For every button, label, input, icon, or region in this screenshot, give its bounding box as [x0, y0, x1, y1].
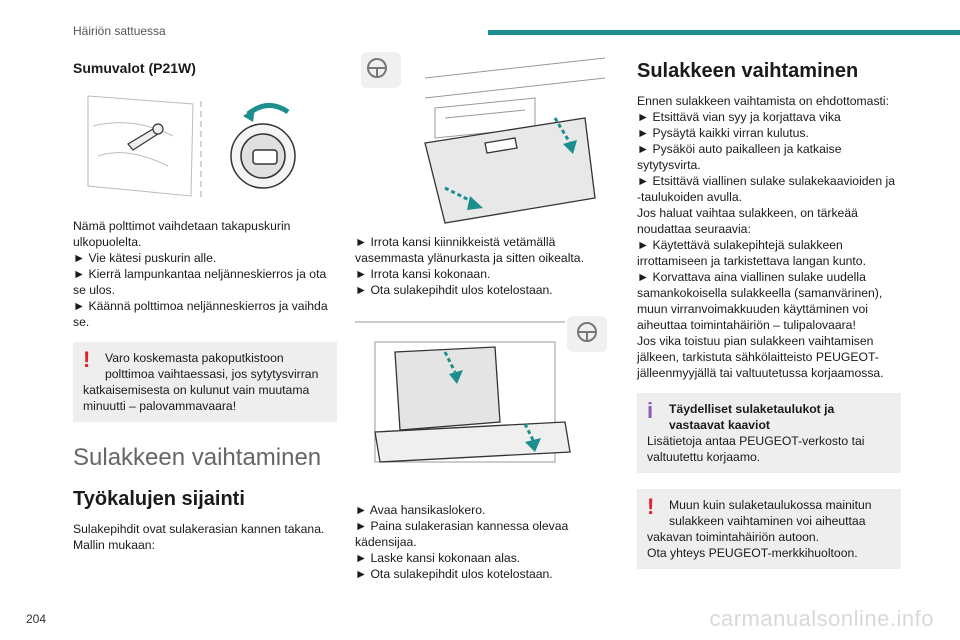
- header-accent-bar: [488, 30, 960, 35]
- text-line: noudattaa seuraavia:: [637, 222, 751, 236]
- burn-warning-box: [73, 342, 337, 422]
- chapter-heading: Sulakkeen vaihtaminen: [73, 444, 322, 471]
- column-left: [73, 60, 337, 553]
- text-line: ulkopuolelta.: [73, 235, 142, 249]
- fog-lamp-heading: Sumuvalot (P21W): [73, 60, 196, 76]
- text-line: ► Pysäytä kaikki virran kulutus.: [637, 126, 809, 140]
- text-line: kädensijaa.: [355, 535, 417, 549]
- text-line: jälkeen, tarkistuta sähkölaitteisto PEUGEOT-: [637, 350, 879, 364]
- text-line: Varo koskemasta pakoputkistoon: [105, 351, 284, 365]
- text-line: Ota yhteys PEUGEOT-merkkihuoltoon.: [647, 546, 858, 560]
- text-line: se.: [73, 315, 90, 329]
- text-line: ► Vie kätesi puskurin alle.: [73, 251, 217, 265]
- text-line: ► Ota sulakepihdit ulos kotelostaan.: [355, 283, 553, 297]
- text-line: Täydelliset sulaketaulukot ja: [669, 402, 835, 416]
- text-line: ► Laske kansi kokonaan alas.: [355, 551, 521, 565]
- text-line: katkaisemisesta on kulunut vain muutama: [83, 383, 310, 397]
- fog-lamp-illustration: [73, 86, 337, 206]
- text-line: Muun kuin sulaketaulukossa mainitun: [669, 498, 872, 512]
- text-line: ► Avaa hansikaslokero.: [355, 503, 486, 517]
- info-icon: i: [647, 398, 654, 423]
- text-line: Mallin mukaan:: [73, 538, 155, 552]
- text-line: polttimoa vaihtaessasi, jos sytytysvirran: [105, 367, 319, 381]
- text-line: ► Irrota kansi kokonaan.: [355, 267, 491, 281]
- text-line: Nämä polttimot vaihdetaan takapuskurin: [73, 219, 291, 233]
- header-title: Häiriön sattuessa: [73, 24, 166, 38]
- text-line: vasemmasta ylänurkasta ja sitten oikealta.: [355, 251, 584, 265]
- tools-heading: Työkalujen sijainti: [73, 488, 245, 510]
- text-line: ► Paina sulakerasian kannessa olevaa: [355, 519, 569, 533]
- tools-text: [73, 521, 337, 553]
- text-line: Lisätietoja antaa PEUGEOT-verkosto tai: [647, 434, 865, 448]
- fuse-malfunction-warning-box: [637, 489, 901, 569]
- text-line: samankokoisella sulakkeella (samanvärinen),: [637, 286, 883, 300]
- text-line: vastaavat kaaviot: [669, 418, 770, 432]
- text-line: minuutti – palovammavaara!: [83, 399, 237, 413]
- text-line: jälleenmyyjällä tai valtuutetussa korjaamossa.: [637, 366, 884, 380]
- text-line: ► Käytettävä sulakepihtejä sulakkeen: [637, 238, 843, 252]
- text-line: ► Käännä polttimoa neljänneskierros ja vaihda: [73, 299, 328, 313]
- glovebox-steps: [355, 502, 619, 582]
- text-line: ► Etsittävä viallinen sulake sulakekaavioiden ja: [637, 174, 895, 188]
- fuse-change-heading: Sulakkeen vaihtaminen: [637, 60, 859, 82]
- text-line: Jos haluat vaihtaa sulakkeen, on tärkeää: [637, 206, 858, 220]
- text-line: ► Korvattava aina viallinen sulake uudella: [637, 270, 866, 284]
- text-line: aiheuttaa toimintahäiriön – tulipalovaara!: [637, 318, 856, 332]
- watermark: carmanualsonline.info: [709, 606, 934, 631]
- fog-lamp-instructions: [73, 218, 337, 330]
- text-line: sulakkeen vaihtaminen voi aiheuttaa: [669, 514, 866, 528]
- warning-icon: !: [83, 347, 91, 372]
- text-line: ► Irrota kansi kiinnikkeistä vetämällä: [355, 235, 556, 249]
- text-line: ► Ota sulakepihdit ulos kotelostaan.: [355, 567, 553, 581]
- text-line: se ulos.: [73, 283, 116, 297]
- text-line: muun virranvoimakkuuden käyttäminen voi: [637, 302, 868, 316]
- fuse-box-cover-illustration: [355, 48, 619, 228]
- text-line: Jos vika toistuu pian sulakkeen vaihtamisen: [637, 334, 874, 348]
- text-line: ► Etsittävä vian syy ja korjattava vika: [637, 110, 841, 124]
- text-line: sytytysvirta.: [637, 158, 701, 172]
- warning-icon: !: [647, 494, 655, 519]
- text-line: valtuutettu korjaamo.: [647, 450, 761, 464]
- text-line: ► Pysäköi auto paikalleen ja katkaise: [637, 142, 842, 156]
- text-line: vakavan toimintahäiriön autoon.: [647, 530, 820, 544]
- column-right: [637, 60, 901, 583]
- fuse-tables-info-box: [637, 393, 901, 473]
- glovebox-fuse-illustration: [355, 312, 619, 488]
- text-line: irrottamiseen ja tarkistettava langan kunto.: [637, 254, 866, 268]
- column-middle: [355, 48, 619, 582]
- cover-removal-steps: [355, 234, 619, 298]
- fuse-change-instructions: [637, 93, 901, 381]
- text-line: -taulukoiden avulla.: [637, 190, 743, 204]
- text-line: Ennen sulakkeen vaihtamista on ehdottomasti:: [637, 94, 890, 108]
- text-line: ► Kierrä lampunkantaa neljänneskierros ja ota: [73, 267, 327, 281]
- page-number: 204: [26, 612, 47, 626]
- text-line: Sulakepihdit ovat sulakerasian kannen takana.: [73, 522, 325, 536]
